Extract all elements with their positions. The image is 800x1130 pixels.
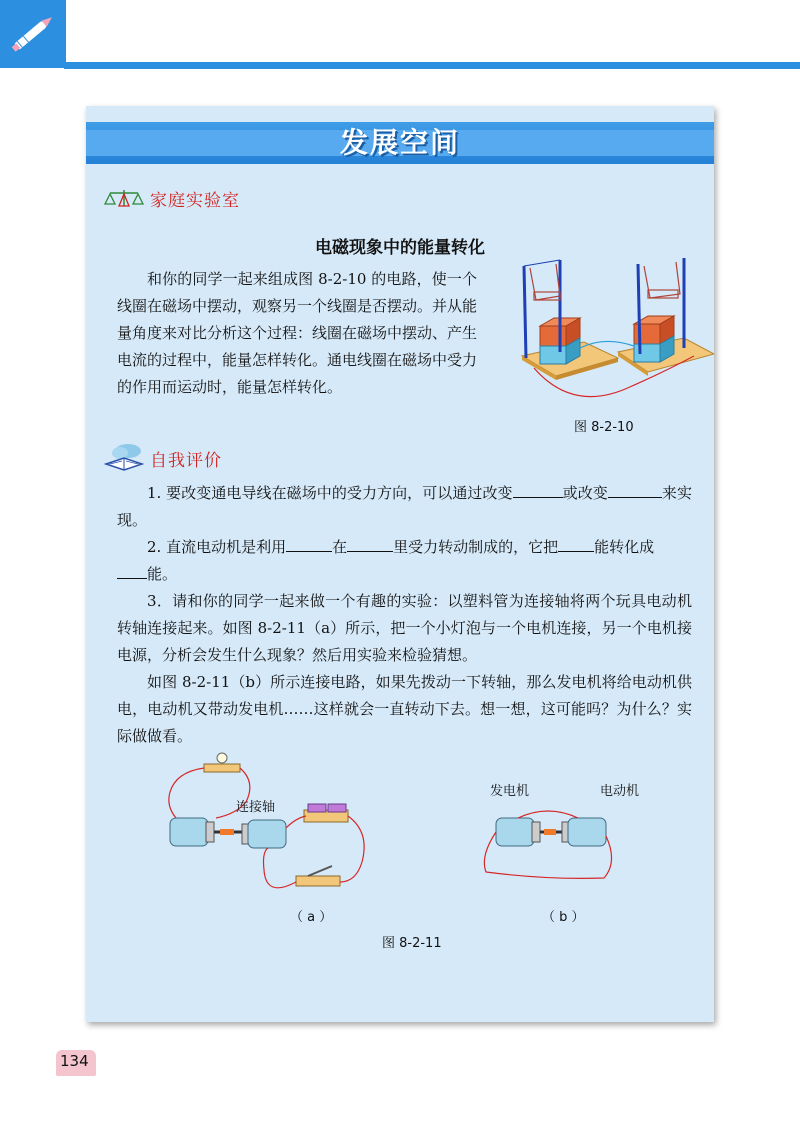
self-eval-heading: [104, 442, 222, 474]
home-lab-heading: [104, 186, 240, 211]
figure-8-2-11-a: [156, 752, 386, 902]
banner-title: 发展空间: [339, 126, 460, 159]
label-axle: 连接轴: [236, 800, 276, 815]
section-banner: [86, 122, 714, 164]
answer-blank[interactable]: [347, 537, 393, 552]
self-eval-label: 自我评价: [150, 450, 222, 471]
header-stripe: [64, 62, 800, 69]
home-lab-paragraph: 和你的同学一起来组成图 8-2-10 的电路，使一个线圈在磁场中摆动，观察另一个线圈是否摆动。并从能量角度来对比分析这个过程：线圈在磁场中摆动、产生电流的过程中，能量怎样转化。通电线圈在磁场中受力的作用而运动时，能量怎样转化。: [117, 270, 478, 396]
header-divider: [64, 0, 66, 68]
answer-blank[interactable]: [558, 537, 594, 552]
book-icon: [104, 442, 144, 474]
question-2: 2. 直流电动机是利用 在 里受力转动制成的，它把 能转化成 能。: [117, 534, 692, 588]
answer-blank[interactable]: [608, 483, 662, 498]
figure-8-2-10-caption: 图 8-2-10: [574, 420, 634, 435]
answer-blank[interactable]: [513, 483, 563, 498]
question-3-followup: 如图 8-2-11（b）所示连接电路，如果先拨动一下转轴，那么发电机将给电动机供电，电动机又带动发电机……这样就会一直转动下去。想一想，这可能吗？为什么？实际做做看。: [117, 673, 692, 745]
content-panel: [86, 106, 714, 1022]
question-3: 3．请和你的同学一起来做一个有趣的实验：以塑料管为连接轴将两个玩具电动机转轴连接起来。如图 8-2-11（a）所示，把一个小灯泡与一个电机连接，另一个电机接电源，分析会发生什么现象？然后用实验来检验猜想。: [117, 592, 692, 664]
article-title: 电磁现象中的能量转化: [315, 238, 485, 258]
figure-8-2-11-a-label: （ a ）: [290, 910, 333, 925]
scale-icon: [104, 188, 144, 210]
figure-8-2-11-b-label: （ b ）: [542, 910, 585, 925]
answer-blank[interactable]: [286, 537, 332, 552]
label-motor: 电动机: [600, 784, 640, 799]
page-number: 134: [56, 1044, 96, 1072]
answer-blank[interactable]: [117, 564, 147, 579]
home-lab-label: 家庭实验室: [150, 191, 240, 211]
page-header-bar: [0, 0, 800, 70]
question-1: 1. 要改变通电导线在磁场中的受力方向，可以通过改变 或改变 来实现。: [117, 484, 692, 529]
figure-8-2-11-caption: 图 8-2-11: [382, 936, 442, 951]
figure-8-2-10: [514, 256, 714, 416]
figure-8-2-11-b: [478, 796, 628, 886]
pen-icon: [0, 0, 64, 68]
header-corner-block: [0, 0, 64, 68]
label-generator: 发电机: [490, 784, 530, 799]
